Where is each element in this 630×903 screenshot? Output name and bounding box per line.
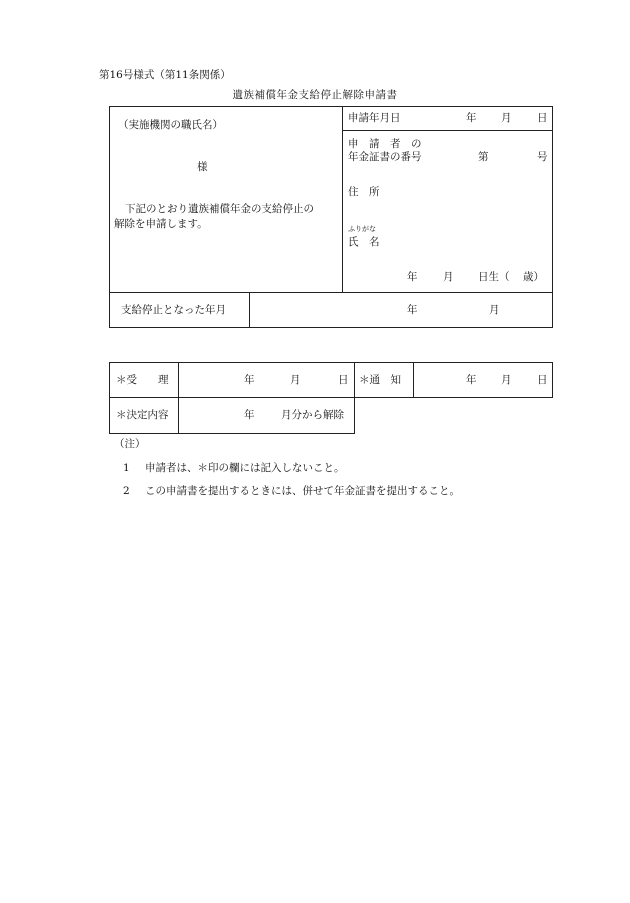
table-divider <box>109 292 553 293</box>
receipt-month: 月 <box>290 374 301 386</box>
certificate-number-suffix: 号 <box>537 151 548 163</box>
table-divider <box>109 433 355 434</box>
form-title: 遺族補償年金支給停止解除申請書 <box>232 89 398 101</box>
honorific: 様 <box>197 161 208 173</box>
request-text-line2: 解除を申請します。 <box>114 218 208 230</box>
birth-day: 日生（ <box>478 271 510 283</box>
furigana-label: ふりがな <box>348 225 376 233</box>
notice-year: 年 <box>466 374 477 386</box>
table-divider <box>413 362 414 398</box>
agency-label: （実施機関の職氏名） <box>118 119 223 131</box>
note-number: 1 <box>123 462 130 474</box>
applicant-label-line1: 申 請 者 の <box>348 138 422 150</box>
receipt-label: ＊受 理 <box>116 374 169 386</box>
certificate-number-prefix: 第 <box>478 151 489 163</box>
suspension-label: 支給停止となった年月 <box>121 304 226 316</box>
application-table <box>109 106 553 328</box>
application-date-label: 申請年月日 <box>348 112 401 124</box>
form-number: 第16号様式（第11条関係） <box>99 69 231 81</box>
address-label: 住 所 <box>348 186 380 198</box>
name-label: 氏 名 <box>348 236 380 248</box>
note-number: 2 <box>123 485 130 497</box>
table-divider <box>249 292 250 328</box>
table-divider <box>178 362 179 434</box>
age-label: 歳） <box>523 271 544 283</box>
receipt-year: 年 <box>244 374 255 386</box>
table-divider <box>342 130 553 131</box>
birth-year: 年 <box>407 271 418 283</box>
suspension-month: 月 <box>489 304 500 316</box>
receipt-day: 日 <box>338 374 349 386</box>
birth-month: 月 <box>443 271 454 283</box>
request-text-line1: 下記のとおり遺族補償年金の支給停止の <box>125 203 314 215</box>
receipt-notice-row <box>109 362 553 398</box>
date-day: 日 <box>537 112 548 124</box>
table-divider <box>354 362 355 434</box>
notice-day: 日 <box>537 374 548 386</box>
applicant-label-line2: 年金証書の番号 <box>348 151 422 163</box>
table-divider <box>342 106 343 292</box>
date-year: 年 <box>466 112 477 124</box>
notes-heading: （注） <box>114 438 146 450</box>
note-text: 申請者は、＊印の欄には記入しないこと。 <box>145 462 345 474</box>
notice-month: 月 <box>501 374 512 386</box>
notice-label: ＊通 知 <box>359 374 401 386</box>
date-month: 月 <box>501 112 512 124</box>
table-divider <box>109 397 110 434</box>
decision-label: ＊決定内容 <box>116 409 169 421</box>
decision-year: 年 <box>244 409 255 421</box>
note-text: この申請書を提出するときには、併せて年金証書を提出すること。 <box>145 485 460 497</box>
decision-month: 月分から解除 <box>281 409 344 421</box>
suspension-year: 年 <box>407 304 418 316</box>
